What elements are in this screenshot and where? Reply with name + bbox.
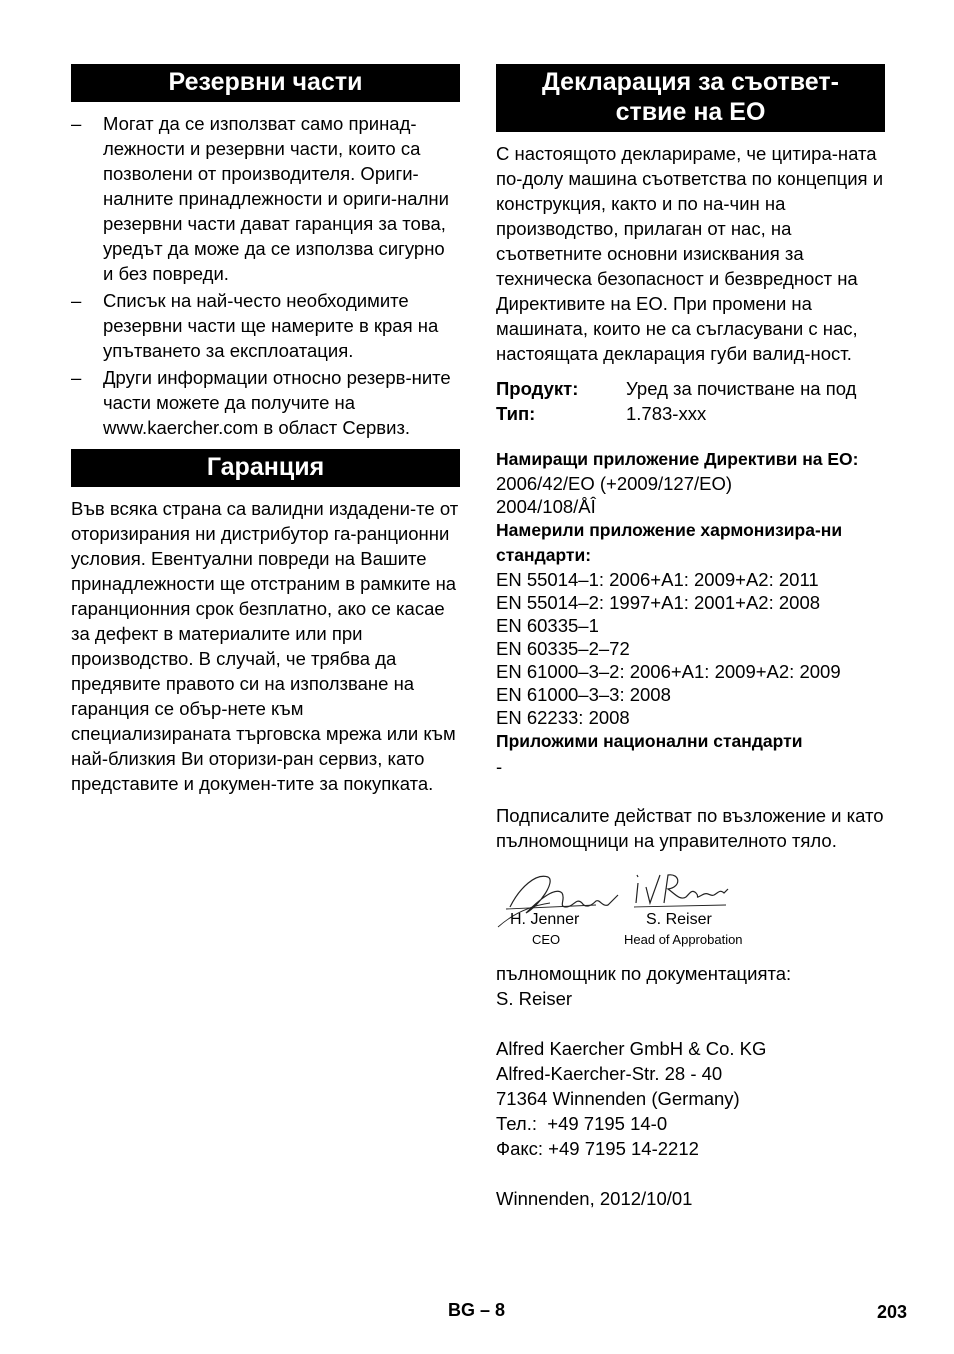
- standard-item: EN 61000–3–3: 2008: [496, 684, 671, 705]
- page-number: 203: [877, 1302, 908, 1322]
- right-column: [496, 64, 885, 1211]
- spare-parts-list: [71, 111, 460, 440]
- declaration-heading: Декларация за съответ- ствие на ЕО: [496, 64, 885, 132]
- warranty-heading: Гаранция: [71, 449, 460, 487]
- address-line: Alfred Kaercher GmbH & Co. KG: [496, 1038, 767, 1059]
- directive-item: 2004/108/ÅÎ: [496, 496, 596, 517]
- address-line: 71364 Winnenden (Germany): [496, 1088, 740, 1109]
- standard-item: EN 55014–1: 2006+A1: 2009+A2: 2011: [496, 569, 819, 590]
- standard-item: EN 55014–2: 1997+A1: 2001+A2: 2008: [496, 592, 821, 613]
- declaration-intro: С настоящото декларираме, че цитира-ната по-долу машина съответства по концепция и конструкция, както и по на-чин на производство, прилаган от нас, на съответните основни изисквания за техническа безопасност и безвредност на Директивите на ЕО. При промени на машината, които не са съгласувани с нас, настоящата декларация губи валид-ност.: [496, 143, 884, 364]
- signature-block: [496, 867, 885, 967]
- signer-2-role: Head of Approbation: [624, 932, 743, 947]
- product-row: Продукт: Уред за почистване на под: [496, 378, 857, 399]
- warranty-text: Във всяка страна са валидни издадени-те от оторизирания ни дистрибутор га-ранционни условия. Евентуални повреди на Вашите принадлежности ще отстраним в рамките на гаранционния срок безплатно, ако се касае за дефект в материалите или при производство. В случай, че трябва да предявите правото си на използване на гаранция се обър-нете към специализираната търговска мрежа или към най-близкия Ви оторизи-ран сервиз, като представите и докумен-тите за покупката.: [71, 498, 459, 794]
- standard-item: EN 62233: 2008: [496, 707, 630, 728]
- national-heading: Приложими национални стандарти: [496, 731, 803, 751]
- place-date: Winnenden, 2012/10/01: [496, 1188, 693, 1209]
- list-item: – Могат да се използват само принад-лежности и резервни части, които са позволени от производителя. Ориги-налните принадлежности и ориги-нални резервни части дават гаранция за това, уредът да може да се използва сигурно и без повреди.: [71, 113, 449, 284]
- directives-heading: Намиращи приложение Директиви на ЕО:: [496, 449, 859, 469]
- dash-bullet: –: [71, 290, 82, 311]
- list-item: – Други информации относно резерв-ните части можете да получите на www.kaercher.com в област Сервиз.: [71, 367, 451, 438]
- section-page-label: BG – 8: [448, 1300, 506, 1320]
- standard-item: EN 60335–2–72: [496, 638, 630, 659]
- dash-bullet: –: [71, 367, 82, 388]
- company-address: [496, 1036, 885, 1161]
- signer-1-name: H. Jenner: [510, 911, 580, 928]
- directives-block: [496, 447, 885, 779]
- address-line: Тел.: +49 7195 14-0: [496, 1113, 668, 1134]
- signer-1-role: CEO: [532, 932, 561, 947]
- signer-2-name: S. Reiser: [646, 911, 712, 928]
- signers-text: Подписалите действат по възложение и като пълномощници на управителното тяло.: [496, 805, 884, 851]
- standards-heading: Намерили приложение хармонизира-ни стандарти:: [496, 520, 843, 565]
- national-value: -: [496, 756, 503, 777]
- list-item: – Списък на най-често необходимите резервни части ще намерите в края на упътването за експлоатация.: [71, 290, 439, 361]
- type-row: Тип: 1.783-xxx: [496, 403, 707, 424]
- directive-item: 2006/42/EO (+2009/127/EO): [496, 473, 733, 494]
- product-spec: [496, 376, 885, 426]
- spare-parts-heading: Резервни части: [71, 64, 460, 102]
- standard-item: EN 60335–1: [496, 615, 599, 636]
- address-line: Факс: +49 7195 14-2212: [496, 1138, 699, 1159]
- dash-bullet: –: [71, 113, 82, 134]
- standard-item: EN 61000–3–2: 2006+A1: 2009+A2: 2009: [496, 661, 841, 682]
- documentation-representative: пълномощник по документацията: S. Reiser: [496, 963, 792, 1009]
- address-line: Alfred-Kaercher-Str. 28 - 40: [496, 1063, 723, 1084]
- left-column: [71, 64, 460, 796]
